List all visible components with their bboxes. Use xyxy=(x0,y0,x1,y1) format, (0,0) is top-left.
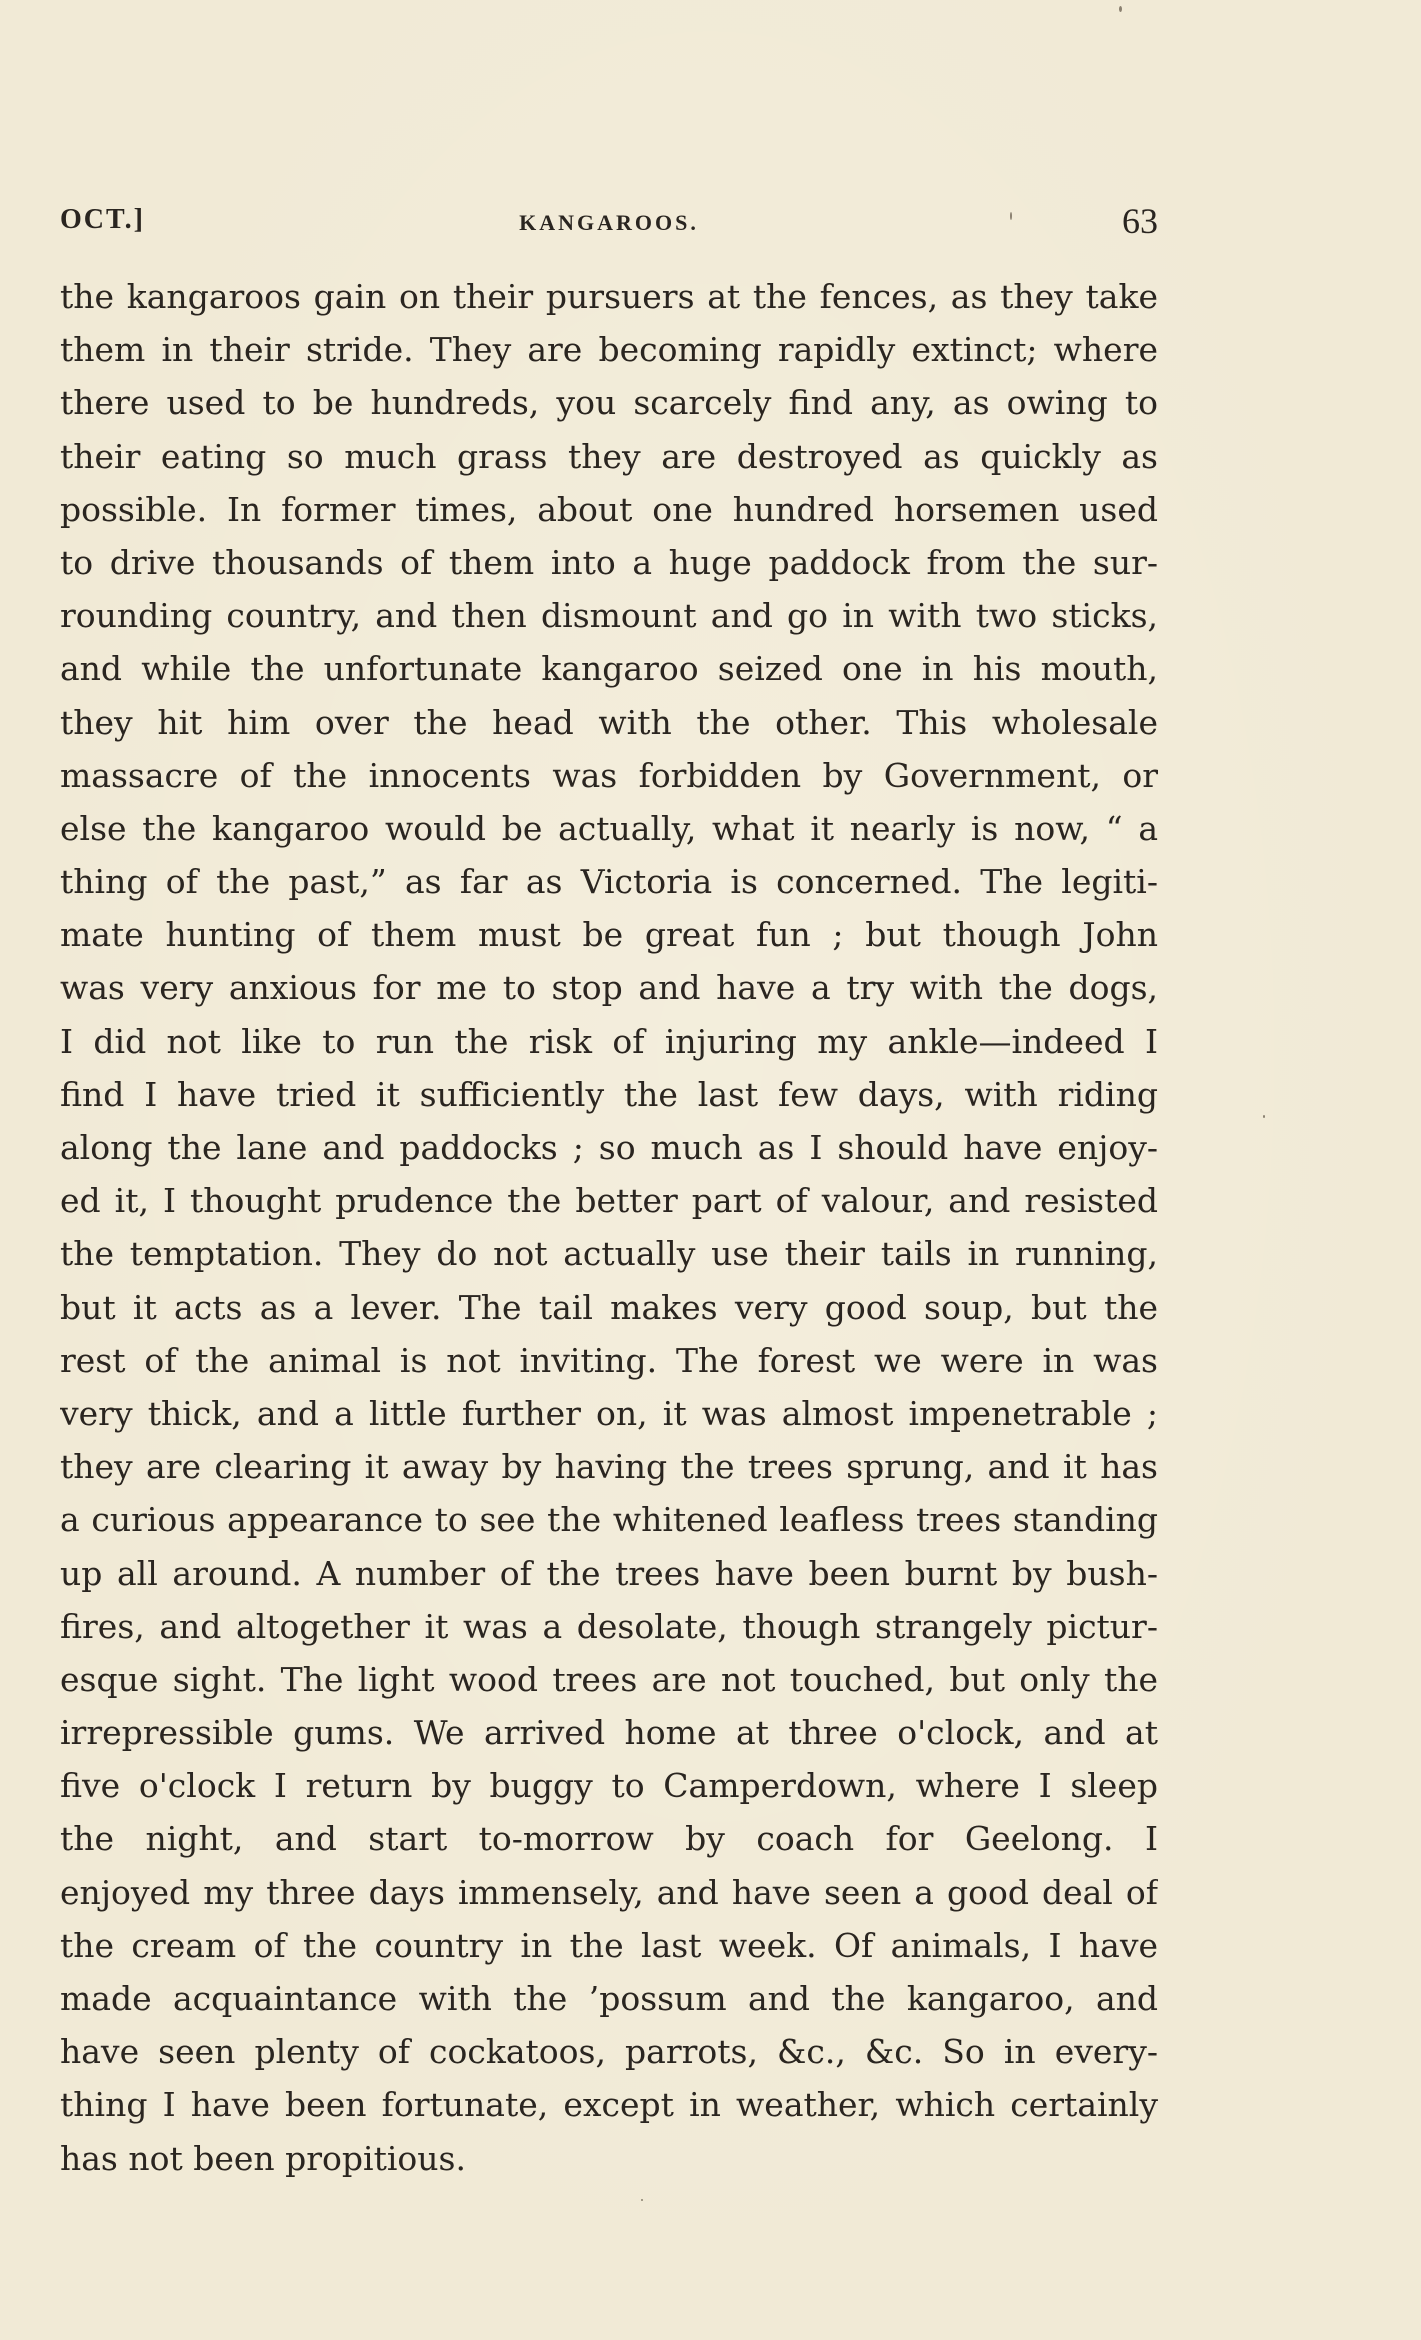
text-line: massacre of the innocents was forbidden by Government, or xyxy=(60,755,1158,795)
paper-speck xyxy=(1263,1115,1265,1118)
text-line: there used to be hundreds, you scarcely find any, as owing to xyxy=(60,383,1158,423)
text-line: have seen plenty of cockatoos, parrots, &c., &c. So in every- xyxy=(60,2032,1158,2072)
text-line: up all around. A number of the trees have been burnt by bush- xyxy=(60,1553,1158,1593)
text-line: thing I have been fortunate, except in weather, which certainly xyxy=(60,2085,1158,2125)
text-line: rest of the animal is not inviting. The forest we were in was xyxy=(60,1340,1158,1380)
text-line: fires, and altogether it was a desolate, though strangely pictur- xyxy=(60,1606,1158,1646)
paper-speck xyxy=(1119,6,1122,12)
text-line: a curious appearance to see the whitened leafless trees standing xyxy=(60,1500,1158,1540)
text-line: irrepressible gums. We arrived home at three o'clock, and at xyxy=(60,1713,1158,1753)
text-line: the kangaroos gain on their pursuers at the fences, as they take xyxy=(60,277,1158,316)
text-line: mate hunting of them must be great fun ; but though John xyxy=(60,915,1158,955)
text-line: enjoyed my three days immensely, and have seen a good deal of xyxy=(60,1872,1158,1912)
paper-speck xyxy=(1010,212,1012,220)
text-line: I did not like to run the risk of injuring my ankle—indeed I xyxy=(60,1021,1158,1061)
body-text xyxy=(60,270,1158,2185)
header-month: OCT.] xyxy=(60,204,145,235)
text-line: the cream of the country in the last week. Of animals, I have xyxy=(60,1925,1158,1965)
text-line: five o'clock I return by buggy to Camperdown, where I sleep xyxy=(60,1766,1158,1806)
paper-speck xyxy=(641,2199,643,2201)
text-line: esque sight. The light wood trees are not touched, but only the xyxy=(60,1659,1158,1699)
running-head xyxy=(60,200,1158,244)
text-line: them in their stride. They are becoming rapidly extinct; where xyxy=(60,330,1158,370)
text-line: but it acts as a lever. The tail makes very good soup, but the xyxy=(60,1287,1158,1327)
text-line: very thick, and a little further on, it was almost impenetrable ; xyxy=(60,1393,1158,1433)
text-line: along the lane and paddocks ; so much as I should have enjoy- xyxy=(60,1128,1158,1167)
text-line: to drive thousands of them into a huge paddock from the sur- xyxy=(60,542,1158,582)
text-line: they are clearing it away by having the trees sprung, and it has xyxy=(60,1447,1158,1487)
text-line: was very anxious for me to stop and have a try with the dogs, xyxy=(60,968,1158,1008)
text-line: find I have tried it sufficiently the last few days, with riding xyxy=(60,1074,1158,1114)
text-line: else the kangaroo would be actually, what it nearly is now, “ a xyxy=(60,808,1158,848)
text-line: rounding country, and then dismount and go in with two sticks, xyxy=(60,596,1158,636)
text-line: the night, and start to-morrow by coach for Geelong. I xyxy=(60,1819,1158,1859)
text-line: ed it, I thought prudence the better part of valour, and resisted xyxy=(60,1181,1158,1221)
text-line: the temptation. They do not actually use their tails in running, xyxy=(60,1234,1158,1274)
text-line: and while the unfortunate kangaroo seized one in his mouth, xyxy=(60,649,1158,689)
text-line: their eating so much grass they are destroyed as quickly as xyxy=(60,436,1158,476)
text-line: they hit him over the head with the other. This wholesale xyxy=(60,702,1158,742)
text-line: possible. In former times, about one hundred horsemen used xyxy=(60,489,1158,529)
page-number: 63 xyxy=(1122,201,1158,241)
text-line: made acquaintance with the ’possum and the kangaroo, and xyxy=(60,1979,1158,2018)
text-line: thing of the past,” as far as Victoria is concerned. The legiti- xyxy=(60,862,1158,902)
header-title: KANGAROOS. xyxy=(519,210,699,235)
text-line: has not been propitious. xyxy=(60,2138,466,2178)
